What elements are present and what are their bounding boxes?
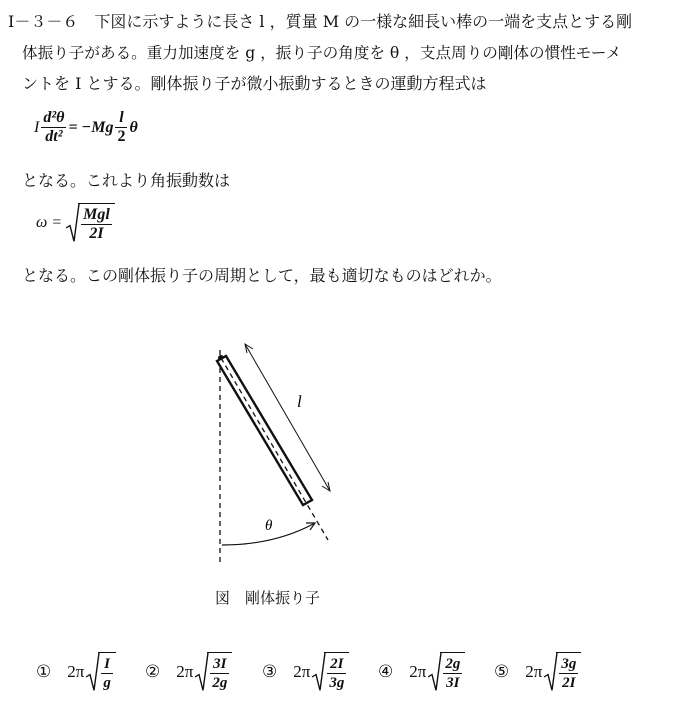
problem-number: Ⅰ－３－６ bbox=[8, 12, 79, 31]
length-label: l bbox=[297, 392, 302, 411]
choice-1-mark: ① bbox=[36, 662, 52, 682]
equation-of-motion bbox=[34, 109, 138, 146]
choice-2-sqrt bbox=[195, 652, 232, 692]
problem-text-4: となる。これより角振動数は bbox=[22, 171, 231, 190]
choice-1[interactable] bbox=[36, 652, 116, 692]
choice-4-num: 2g bbox=[445, 656, 461, 672]
angle-label: θ bbox=[265, 518, 273, 534]
choice-3-num: 2I bbox=[327, 655, 346, 674]
eq2-lhs: ω = bbox=[36, 214, 63, 231]
eq1-derivative-den: dt² bbox=[45, 128, 63, 145]
choice-1-sqrt bbox=[86, 652, 116, 692]
eq1-ratio bbox=[115, 109, 127, 146]
choice-3[interactable] bbox=[262, 652, 349, 692]
choice-5-sqrt bbox=[544, 652, 581, 692]
eq1-ratio-num: l bbox=[115, 109, 127, 128]
choice-2-fraction bbox=[210, 655, 229, 692]
eq1-derivative bbox=[41, 109, 66, 146]
choice-5-num: 3g bbox=[561, 656, 577, 672]
choice-4[interactable] bbox=[378, 652, 465, 692]
choice-3-mark: ③ bbox=[262, 662, 278, 682]
choice-1-den: g bbox=[103, 675, 111, 691]
problem-text-3: ントを I とする。剛体振り子が微小振動するときの運動方程式は bbox=[22, 74, 487, 93]
radical-sign-icon bbox=[312, 652, 326, 692]
eq1-ratio-den: 2 bbox=[117, 128, 126, 145]
choice-2-num: 3I bbox=[210, 655, 229, 674]
choice-4-coef: 2π bbox=[409, 662, 427, 681]
choice-1-coef: 2π bbox=[67, 662, 85, 681]
eq2-den: 2I bbox=[89, 225, 104, 242]
problem-text-2: 体振り子がある。重力加速度を g ，振り子の角度を θ ，支点周りの剛体の慣性モーメ bbox=[22, 44, 622, 62]
problem-text-1: 下図に示すように長さ l ，質量 M の一様な細長い棒の一端を支点とする剛 bbox=[94, 12, 633, 31]
choice-5-fraction bbox=[559, 655, 578, 692]
choice-1-num: I bbox=[101, 655, 113, 674]
radical-sign-icon bbox=[86, 652, 100, 692]
radical-sign-icon bbox=[428, 652, 442, 692]
eq1-inertia: I bbox=[34, 118, 40, 136]
choice-5-coef: 2π bbox=[525, 662, 543, 681]
eq2-fraction bbox=[81, 206, 112, 243]
choice-1-fraction bbox=[101, 655, 113, 692]
choice-2-mark: ② bbox=[145, 662, 161, 682]
figure-caption: 図 剛体振り子 bbox=[215, 589, 321, 607]
angular-frequency-equation bbox=[36, 203, 115, 243]
radical-sign-icon bbox=[66, 203, 80, 243]
choice-4-fraction bbox=[443, 655, 462, 692]
radical-sign-icon bbox=[544, 652, 558, 692]
choice-4-sqrt bbox=[428, 652, 465, 692]
choice-3-sqrt bbox=[312, 652, 349, 692]
eq2-sqrt bbox=[66, 203, 115, 243]
choice-4-den: 3I bbox=[446, 675, 460, 691]
choice-3-fraction bbox=[327, 655, 346, 692]
radical-sign-icon bbox=[195, 652, 209, 692]
problem-text-5: となる。この剛体振り子の周期として，最も適切なものはどれか。 bbox=[22, 266, 502, 285]
choice-4-mark: ④ bbox=[378, 662, 394, 682]
eq1-theta: θ bbox=[129, 118, 138, 136]
choice-5-mark: ⑤ bbox=[494, 662, 510, 682]
choice-2-den: 2g bbox=[212, 675, 228, 691]
choice-2-coef: 2π bbox=[176, 662, 194, 681]
choice-5-den: 2I bbox=[562, 675, 576, 691]
choice-5[interactable] bbox=[494, 652, 581, 692]
choice-3-coef: 2π bbox=[293, 662, 311, 681]
pendulum-figure bbox=[200, 340, 360, 570]
choice-2[interactable] bbox=[145, 652, 232, 692]
problem-line-1 bbox=[8, 12, 632, 32]
eq1-rhs-prefix: = −Mg bbox=[68, 118, 114, 136]
choice-3-den: 3g bbox=[329, 675, 345, 691]
eq2-num: Mgl bbox=[83, 206, 110, 223]
eq1-derivative-num: d²θ bbox=[43, 109, 65, 126]
